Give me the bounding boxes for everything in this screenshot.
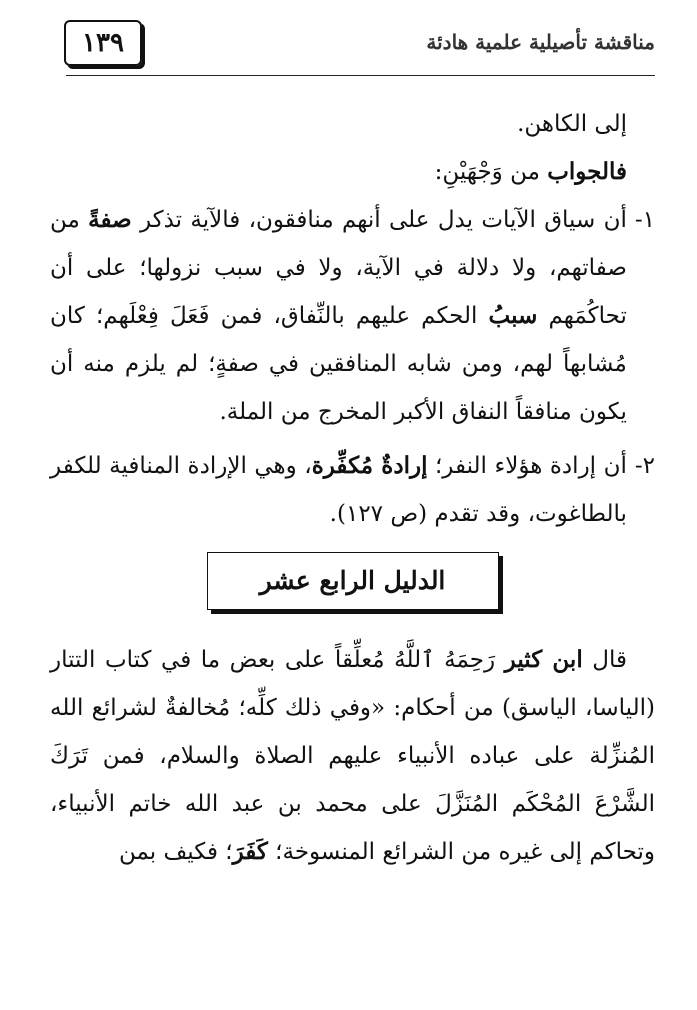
item2-text-b: ، وهي الإرادة المنافية للكفر بالطاغوت، وقد تقدم (ص ١٢٧). <box>50 453 627 527</box>
list-item-1 <box>50 196 655 436</box>
list-item-1-text <box>50 196 627 436</box>
page-number <box>64 20 142 66</box>
quote-paragraph <box>50 636 655 876</box>
list-item-1-number: ١- <box>634 207 655 233</box>
header-divider <box>66 75 655 76</box>
page-content <box>50 100 655 876</box>
item1-bold-a: صفةً <box>88 206 132 233</box>
list-item-2 <box>50 442 655 538</box>
section-heading: الدليل الرابع عشر <box>259 566 446 595</box>
quote-text-c: ؛ فكيف بمن <box>118 839 233 865</box>
section-heading-box <box>207 552 499 610</box>
quote-text-a: قال <box>582 647 628 673</box>
item1-text-c: الحكم عليهم بالنِّفاق، فمن فَعَلَ فِعْلَهم؛ كان مُشابهاً لهم، ومن شابه المنافقين في صفةٍ؛ لم يلزم منه أن يكون منافقاً النفاق الأكبر المخرج من الملة. <box>50 303 627 425</box>
quote-bold-author: ابن كثير <box>504 646 583 673</box>
answer-heading-bold: فالجواب <box>547 158 627 185</box>
item2-text-a: أن إرادة هؤلاء النفر؛ <box>427 453 627 479</box>
quote-text-b: رَحِمَهُ ٱللَّهُ مُعلِّقاً على بعض ما في كتاب التتار (الياسا، الياسق) من أحكام: «وفي ذلك كلِّه؛ مُخالفةٌ لشرائع الله المُنزِّلة على عباده الأنبياء عليهم الصلاة والسلام، فمن تَرَكَ الشَّرْعَ المُحْكَم المُنَزَّلَ على محمد بن عبد الله خاتم الأنبياء، وتحاكم إلى غيره من الشرائع المنسوخة؛ <box>50 647 655 865</box>
running-title: مناقشة تأصيلية علمية هادئة <box>426 30 655 54</box>
item1-text-a: أن سياق الآيات يدل على أنهم منافقون، فالآية تذكر <box>131 207 627 233</box>
item2-bold: إرادةٌ مُكفِّرة <box>311 452 428 479</box>
item1-bold-b: سببُ <box>488 302 538 329</box>
answer-heading <box>50 148 655 196</box>
list-item-2-number: ٢- <box>634 453 655 479</box>
page-number-text: ١٣٩ <box>82 28 124 58</box>
quote-bold-kafara: كَفَرَ <box>232 838 268 865</box>
answer-heading-rest: من وَجْهَيْنِ: <box>434 159 548 185</box>
list-item-2-text <box>50 442 627 538</box>
item1-text-b: من صفاتهم، ولا دلالة في الآية، ولا في سبب نزولها؛ على أن تحاكُمَهم <box>50 207 627 329</box>
intro-line: إلى الكاهن. <box>517 111 627 137</box>
